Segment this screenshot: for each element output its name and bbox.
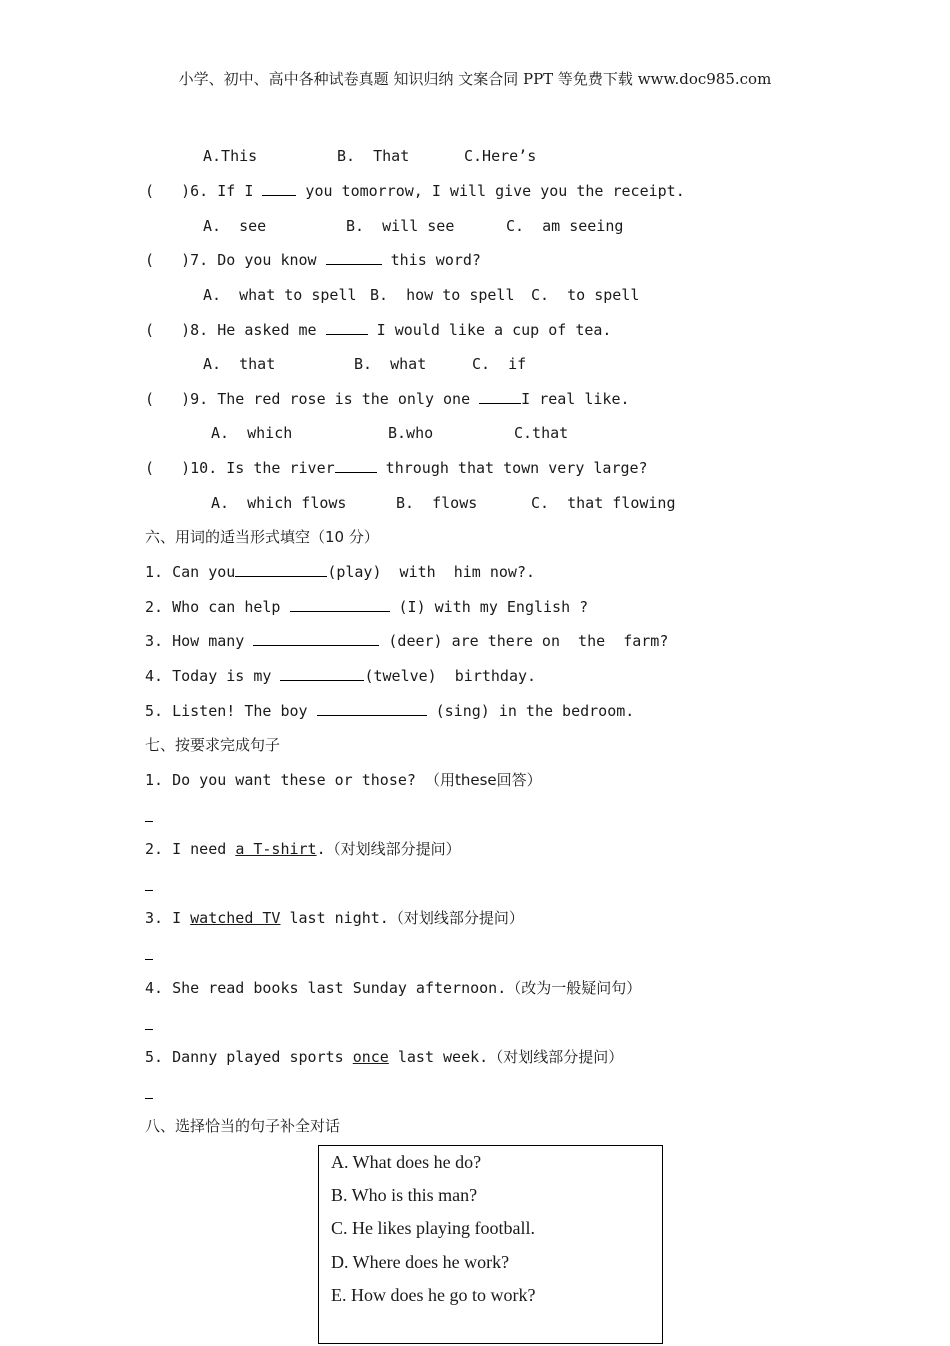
dialogue-option-d: D. Where does he work? xyxy=(331,1252,510,1272)
q9-option-a: A. which xyxy=(211,424,293,442)
fill-item-1: 1. Can you (play) with him now?. xyxy=(145,563,536,581)
answer-blank[interactable] xyxy=(317,701,427,716)
transform-item-2: 2. I need a T-shirt.（对划线部分提问） xyxy=(145,840,461,858)
q5-option-c: C.Here’s xyxy=(464,147,537,165)
q6-option-a: A. see xyxy=(203,217,267,235)
answer-blank[interactable] xyxy=(262,181,296,196)
page-header: 小学、初中、高中各种试卷真题 知识归纳 文案合同 PPT 等免费下载 www.doc985.com xyxy=(178,70,772,88)
question-8: ( )8. He asked me I would like a cup of tea. xyxy=(145,321,612,339)
dialogue-option-c: C. He likes playing football. xyxy=(331,1218,535,1238)
answer-blank[interactable] xyxy=(280,666,364,681)
q6-option-c: C. am seeing xyxy=(506,217,624,235)
fill-item-3: 3. How many (deer) are there on the farm? xyxy=(145,632,669,650)
fill-item-4: 4. Today is my (twelve) birthday. xyxy=(145,667,537,685)
answer-line[interactable] xyxy=(145,821,153,822)
section-7-title: 七、按要求完成句子 xyxy=(145,736,281,754)
dialogue-options-box xyxy=(318,1145,663,1344)
section-6-title: 六、用词的适当形式填空（10 分） xyxy=(145,528,379,546)
question-9: ( )9. The red rose is the only one I real like. xyxy=(145,390,630,408)
dialogue-option-b: B. Who is this man? xyxy=(331,1185,478,1205)
answer-blank[interactable] xyxy=(335,458,377,473)
answer-line[interactable] xyxy=(145,890,153,891)
answer-blank[interactable] xyxy=(479,389,521,404)
q7-option-a: A. what to spell xyxy=(203,286,357,304)
q8-option-c: C. if xyxy=(472,355,527,373)
q8-option-b: B. what xyxy=(354,355,427,373)
q10-option-c: C. that flowing xyxy=(531,494,676,512)
q8-option-a: A. that xyxy=(203,355,276,373)
answer-blank[interactable] xyxy=(253,631,379,646)
answer-line[interactable] xyxy=(145,1098,153,1099)
question-10: ( )10. Is the river through that town very large? xyxy=(145,459,648,477)
answer-blank[interactable] xyxy=(326,320,368,335)
fill-item-5: 5. Listen! The boy (sing) in the bedroom. xyxy=(145,702,635,720)
answer-line[interactable] xyxy=(145,1029,153,1030)
q9-option-b: B.who xyxy=(388,424,434,442)
question-6: ( )6. If I you tomorrow, I will give you the receipt. xyxy=(145,182,685,200)
q6-option-b: B. will see xyxy=(346,217,455,235)
answer-blank[interactable] xyxy=(235,562,327,577)
question-7: ( )7. Do you know this word? xyxy=(145,251,481,269)
q5-option-a: A.This xyxy=(203,147,258,165)
transform-item-5: 5. Danny played sports once last week.（对划线部分提问） xyxy=(145,1048,624,1066)
answer-blank[interactable] xyxy=(290,597,390,612)
q7-option-c: C. to spell xyxy=(531,286,640,304)
q5-option-b: B. That xyxy=(337,147,410,165)
section-8-title: 八、选择恰当的句子补全对话 xyxy=(145,1117,341,1135)
dialogue-option-e: E. How does he go to work? xyxy=(331,1285,536,1305)
q7-option-b: B. how to spell xyxy=(370,286,515,304)
q9-option-c: C.that xyxy=(514,424,569,442)
transform-item-1: 1. Do you want these or those? （用these回答） xyxy=(145,771,542,789)
q10-option-a: A. which flows xyxy=(211,494,347,512)
transform-item-4: 4. She read books last Sunday afternoon.（改为一般疑问句） xyxy=(145,979,642,997)
dialogue-option-a: A. What does he do? xyxy=(331,1152,482,1172)
transform-item-3: 3. I watched TV last night.（对划线部分提问） xyxy=(145,909,524,927)
q10-option-b: B. flows xyxy=(396,494,478,512)
fill-item-2: 2. Who can help (I) with my English ? xyxy=(145,598,589,616)
answer-line[interactable] xyxy=(145,959,153,960)
answer-blank[interactable] xyxy=(326,250,382,265)
